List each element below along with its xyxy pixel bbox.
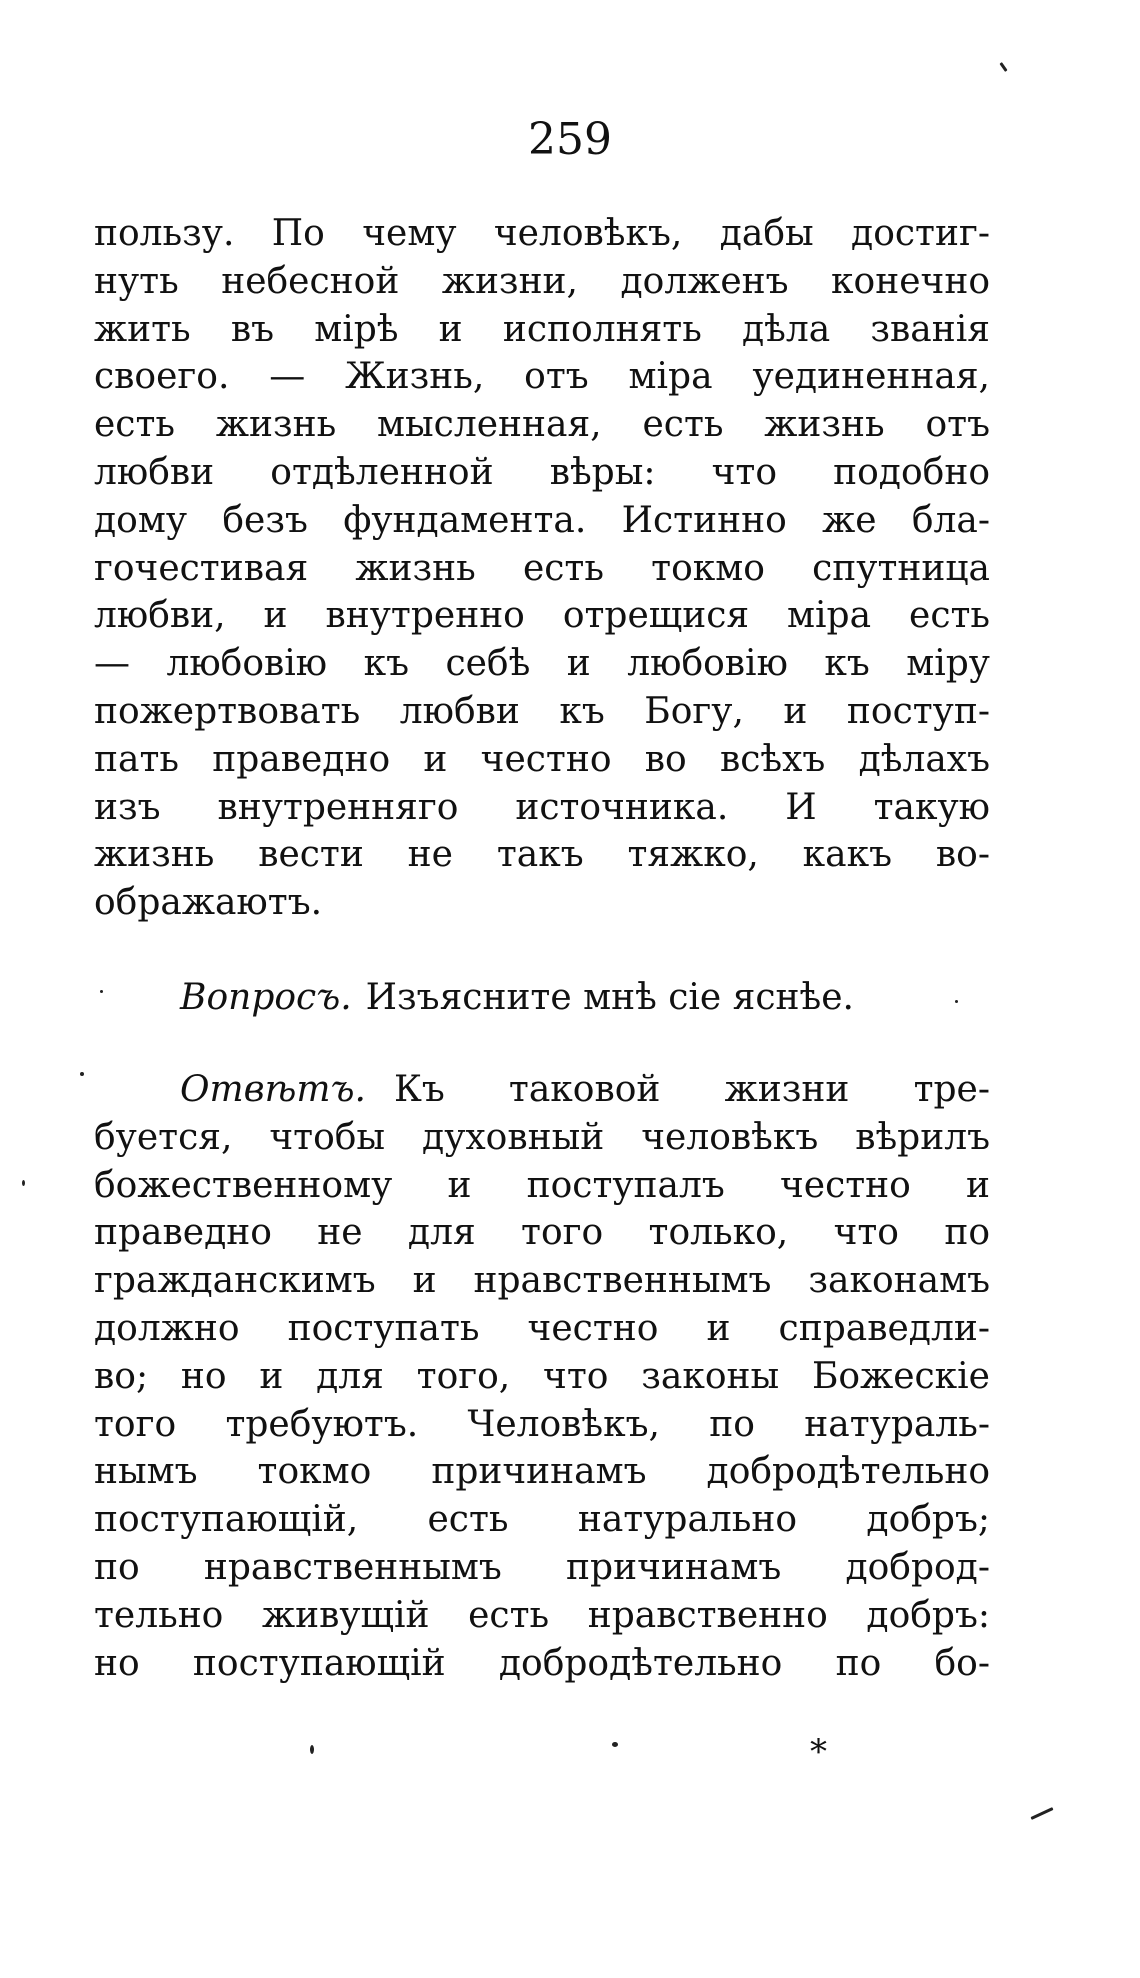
- paragraph-1: [94, 210, 990, 927]
- text-line: поступающій, есть натурально добръ;: [94, 1499, 990, 1541]
- question-paragraph: [94, 974, 990, 1022]
- text-line: по нравственнымъ причинамъ доброд-: [94, 1546, 990, 1588]
- text-line: жить въ мірѣ и исполнять дѣла званія: [94, 308, 990, 350]
- scan-speck: [100, 990, 103, 993]
- text-line: того требуютъ. Человѣкъ, по натураль-: [94, 1403, 990, 1445]
- text-line: тельно живущій есть нравственно добръ:: [94, 1594, 990, 1636]
- answer-first-text: Къ таковой жизни тре-: [393, 1069, 990, 1110]
- page-number: 259: [528, 114, 612, 165]
- footer-star-mark: *: [810, 1732, 827, 1772]
- question-text: Изъясните мнѣ сіе яснѣе.: [365, 977, 854, 1018]
- text-line: жизнь вести не такъ тяжко, какъ во-: [94, 834, 990, 876]
- answer-first-line: [94, 1066, 990, 1114]
- text-line: изъ внутренняго источника. И такую: [94, 786, 990, 828]
- question-line: [94, 974, 990, 1022]
- scan-speck: [310, 1745, 314, 1754]
- text-line: божественному и поступалъ честно и: [94, 1164, 990, 1206]
- text-line: нуть небесной жизни, долженъ конечно: [94, 260, 990, 302]
- text-line: гочестивая жизнь есть токмо спутница: [94, 547, 990, 589]
- text-line: буется, чтобы духовный человѣкъ вѣрилъ: [94, 1116, 990, 1158]
- text-line: но поступающій добродѣтельно по бо-: [94, 1642, 990, 1684]
- answer-paragraph: [94, 1066, 990, 1687]
- scan-speck: [612, 1742, 618, 1747]
- scan-speck: [955, 1000, 958, 1003]
- text-line: — любовію къ себѣ и любовію къ міру: [94, 643, 990, 685]
- scan-speck: [999, 62, 1007, 72]
- text-line: любви, и внутренно отрещися міра есть: [94, 595, 990, 637]
- scan-speck: [22, 1180, 25, 1186]
- question-lead: Вопросъ.: [180, 977, 352, 1018]
- text-line: пожертвовать любви къ Богу, и поступ-: [94, 690, 990, 732]
- text-line: пользу. По чему человѣкъ, дабы достиг-: [94, 213, 990, 254]
- text-line: любви отдѣленной вѣры: что подобно: [94, 451, 990, 493]
- text-line: дому безъ фундамента. Истинно же бла-: [94, 499, 990, 541]
- scan-speck: [80, 1072, 84, 1076]
- answer-lead: Отвѣтъ.: [180, 1069, 366, 1110]
- text-line: во; но и для того, что законы Божескіе: [94, 1355, 990, 1397]
- text-line: нымъ токмо причинамъ добродѣтельно: [94, 1451, 990, 1493]
- text-line: гражданскимъ и нравственнымъ законамъ: [94, 1260, 990, 1302]
- text-line: праведно не для того только, что по: [94, 1212, 990, 1254]
- text-line: должно поступать честно и справедли-: [94, 1307, 990, 1349]
- text-line: пать праведно и честно во всѣхъ дѣлахъ: [94, 738, 990, 780]
- text-line: есть жизнь мысленная, есть жизнь отъ: [94, 404, 990, 446]
- scan-speck: [1030, 1807, 1053, 1820]
- text-line: своего. — Жизнь, отъ міра уединенная,: [94, 356, 990, 398]
- text-line: ображаютъ.: [94, 882, 323, 924]
